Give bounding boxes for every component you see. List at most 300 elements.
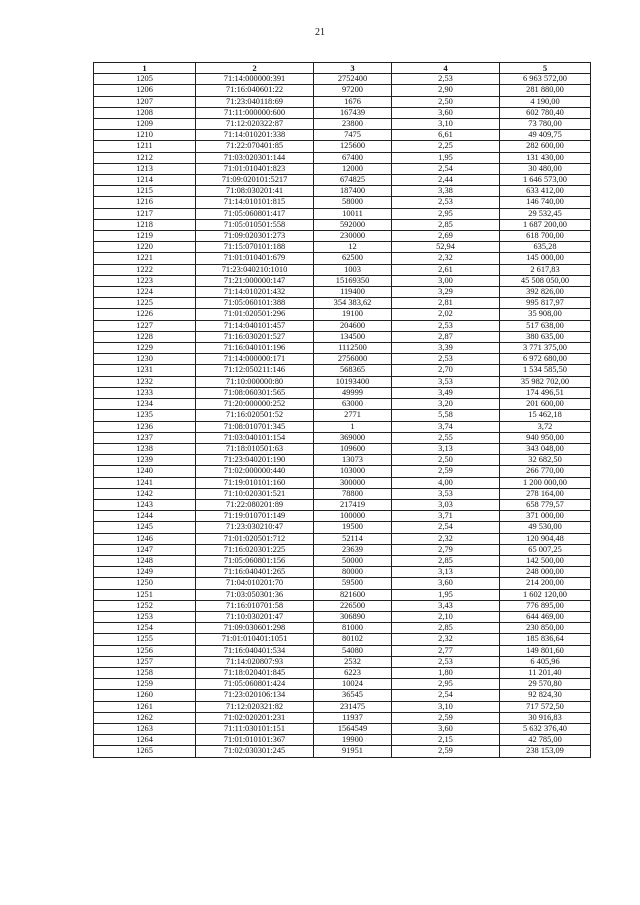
row-number-cell: 1233 xyxy=(94,387,196,398)
row-number-cell: 1232 xyxy=(94,376,196,387)
row-number-cell: 1238 xyxy=(94,443,196,454)
value-cell: 6 972 680,00 xyxy=(500,354,591,365)
table-body xyxy=(94,74,591,757)
area-cell: 674825 xyxy=(314,175,392,186)
area-cell: 1676 xyxy=(314,96,392,107)
area-cell: 354 383,62 xyxy=(314,298,392,309)
value-cell: 73 780,00 xyxy=(500,119,591,130)
cadastral-number-cell: 71:03:050301:36 xyxy=(196,589,314,600)
cadastral-number-cell: 71:14:040101:457 xyxy=(196,320,314,331)
row-number-cell: 1240 xyxy=(94,466,196,477)
table-row xyxy=(94,723,591,734)
area-cell: 125600 xyxy=(314,141,392,152)
rate-cell: 2,54 xyxy=(392,163,500,174)
value-cell: 1 687 200,00 xyxy=(500,219,591,230)
value-cell: 49 530,00 xyxy=(500,522,591,533)
cadastral-number-cell: 71:19:010701:149 xyxy=(196,511,314,522)
cadastral-number-cell: 71:01:010101:367 xyxy=(196,735,314,746)
value-cell: 92 824,30 xyxy=(500,690,591,701)
value-cell: 201 600,00 xyxy=(500,399,591,410)
row-number-cell: 1225 xyxy=(94,298,196,309)
area-cell: 58000 xyxy=(314,197,392,208)
table-row xyxy=(94,119,591,130)
cadastral-number-cell: 71:14:010201:432 xyxy=(196,287,314,298)
cadastral-number-cell: 71:01:020501:712 xyxy=(196,533,314,544)
value-cell: 42 785,00 xyxy=(500,735,591,746)
table-row xyxy=(94,735,591,746)
row-number-cell: 1211 xyxy=(94,141,196,152)
rate-cell: 2,53 xyxy=(392,320,500,331)
row-number-cell: 1243 xyxy=(94,499,196,510)
cadastral-number-cell: 71:14:010201:338 xyxy=(196,130,314,141)
row-number-cell: 1262 xyxy=(94,712,196,723)
rate-cell: 2,69 xyxy=(392,231,500,242)
row-number-cell: 1217 xyxy=(94,208,196,219)
table-row xyxy=(94,387,591,398)
table-row xyxy=(94,544,591,555)
rate-cell: 2,59 xyxy=(392,712,500,723)
area-cell: 2771 xyxy=(314,410,392,421)
value-cell: 45 508 050,00 xyxy=(500,275,591,286)
value-cell: 145 000,00 xyxy=(500,253,591,264)
cadastral-number-cell: 71:16:020301:225 xyxy=(196,544,314,555)
rate-cell: 2,10 xyxy=(392,611,500,622)
table-row xyxy=(94,623,591,634)
value-cell: 644 469,00 xyxy=(500,611,591,622)
rate-cell: 3,38 xyxy=(392,186,500,197)
area-cell: 2532 xyxy=(314,656,392,667)
cadastral-number-cell: 71:23:020106:134 xyxy=(196,690,314,701)
page-number: 21 xyxy=(315,27,325,38)
rate-cell: 1,95 xyxy=(392,152,500,163)
rate-cell: 2,44 xyxy=(392,175,500,186)
area-cell: 217419 xyxy=(314,499,392,510)
column-header: 3 xyxy=(314,63,392,74)
area-cell: 13073 xyxy=(314,455,392,466)
value-cell: 2 617,83 xyxy=(500,264,591,275)
area-cell: 119400 xyxy=(314,287,392,298)
area-cell: 2752400 xyxy=(314,74,392,85)
rate-cell: 3,03 xyxy=(392,499,500,510)
row-number-cell: 1227 xyxy=(94,320,196,331)
table-row xyxy=(94,376,591,387)
table-row xyxy=(94,611,591,622)
table-row xyxy=(94,634,591,645)
rate-cell: 2,85 xyxy=(392,623,500,634)
cadastral-number-cell: 71:08:010701:345 xyxy=(196,421,314,432)
table-row xyxy=(94,567,591,578)
row-number-cell: 1226 xyxy=(94,309,196,320)
table-row xyxy=(94,578,591,589)
row-number-cell: 1259 xyxy=(94,679,196,690)
rate-cell: 2,25 xyxy=(392,141,500,152)
area-cell: 167439 xyxy=(314,107,392,118)
table-row xyxy=(94,197,591,208)
cadastral-number-cell: 71:11:000000:600 xyxy=(196,107,314,118)
row-number-cell: 1219 xyxy=(94,231,196,242)
table-row xyxy=(94,712,591,723)
cadastral-number-cell: 71:21:000000:147 xyxy=(196,275,314,286)
table-row xyxy=(94,511,591,522)
value-cell: 602 780,40 xyxy=(500,107,591,118)
area-cell: 52114 xyxy=(314,533,392,544)
value-cell: 142 500,00 xyxy=(500,555,591,566)
rate-cell: 3,60 xyxy=(392,578,500,589)
table-row xyxy=(94,421,591,432)
row-number-cell: 1214 xyxy=(94,175,196,186)
area-cell: 109600 xyxy=(314,443,392,454)
row-number-cell: 1241 xyxy=(94,477,196,488)
area-cell: 19500 xyxy=(314,522,392,533)
row-number-cell: 1248 xyxy=(94,555,196,566)
cadastral-number-cell: 71:12:050211:146 xyxy=(196,365,314,376)
table-row xyxy=(94,589,591,600)
cadastral-number-cell: 71:01:010401:1051 xyxy=(196,634,314,645)
cadastral-number-cell: 71:01:010401:823 xyxy=(196,163,314,174)
rate-cell: 2,50 xyxy=(392,455,500,466)
table-row xyxy=(94,309,591,320)
row-number-cell: 1229 xyxy=(94,343,196,354)
rate-cell: 2,32 xyxy=(392,634,500,645)
area-cell: 7475 xyxy=(314,130,392,141)
table-row xyxy=(94,645,591,656)
table-row xyxy=(94,320,591,331)
area-cell: 226500 xyxy=(314,600,392,611)
table-row xyxy=(94,74,591,85)
rate-cell: 2,53 xyxy=(392,74,500,85)
row-number-cell: 1264 xyxy=(94,735,196,746)
row-number-cell: 1209 xyxy=(94,119,196,130)
cadastral-number-cell: 71:04:010201:70 xyxy=(196,578,314,589)
cadastral-number-cell: 71:22:080201:89 xyxy=(196,499,314,510)
table-row xyxy=(94,656,591,667)
value-cell: 278 164,00 xyxy=(500,488,591,499)
row-number-cell: 1222 xyxy=(94,264,196,275)
column-header: 5 xyxy=(500,63,591,74)
value-cell: 248 000,00 xyxy=(500,567,591,578)
row-number-cell: 1261 xyxy=(94,701,196,712)
area-cell: 80000 xyxy=(314,567,392,578)
table-row xyxy=(94,399,591,410)
row-number-cell: 1251 xyxy=(94,589,196,600)
table-row xyxy=(94,275,591,286)
area-cell: 97200 xyxy=(314,85,392,96)
value-cell: 1 200 000,00 xyxy=(500,477,591,488)
cadastral-number-cell: 71:11:030101:151 xyxy=(196,723,314,734)
table-row xyxy=(94,141,591,152)
value-cell: 238 153,09 xyxy=(500,746,591,757)
row-number-cell: 1215 xyxy=(94,186,196,197)
value-cell: 120 904,48 xyxy=(500,533,591,544)
rate-cell: 3,71 xyxy=(392,511,500,522)
rate-cell: 3,13 xyxy=(392,567,500,578)
cadastral-number-cell: 71:19:010101:160 xyxy=(196,477,314,488)
cadastral-number-cell: 71:02:000000:440 xyxy=(196,466,314,477)
area-cell: 67400 xyxy=(314,152,392,163)
rate-cell: 3,20 xyxy=(392,399,500,410)
table-row xyxy=(94,331,591,342)
cadastral-number-cell: 71:23:030210:47 xyxy=(196,522,314,533)
cadastral-number-cell: 71:12:020321:82 xyxy=(196,701,314,712)
cadastral-number-cell: 71:15:070101:188 xyxy=(196,242,314,253)
row-number-cell: 1230 xyxy=(94,354,196,365)
area-cell: 11937 xyxy=(314,712,392,723)
area-cell: 63000 xyxy=(314,399,392,410)
row-number-cell: 1205 xyxy=(94,74,196,85)
table-row xyxy=(94,679,591,690)
cadastral-number-cell: 71:05:060801:417 xyxy=(196,208,314,219)
value-cell: 149 801,60 xyxy=(500,645,591,656)
rate-cell: 3,53 xyxy=(392,488,500,499)
area-cell: 19900 xyxy=(314,735,392,746)
area-cell: 78800 xyxy=(314,488,392,499)
rate-cell: 2,59 xyxy=(392,746,500,757)
area-cell: 369000 xyxy=(314,432,392,443)
table-row xyxy=(94,410,591,421)
row-number-cell: 1224 xyxy=(94,287,196,298)
column-header: 4 xyxy=(392,63,500,74)
rate-cell: 2,53 xyxy=(392,197,500,208)
row-number-cell: 1263 xyxy=(94,723,196,734)
value-cell: 633 412,00 xyxy=(500,186,591,197)
cadastral-number-cell: 71:10:000000:80 xyxy=(196,376,314,387)
value-cell: 618 700,00 xyxy=(500,231,591,242)
area-cell: 10024 xyxy=(314,679,392,690)
table-row xyxy=(94,186,591,197)
cadastral-number-cell: 71:22:070401:85 xyxy=(196,141,314,152)
rate-cell: 1,95 xyxy=(392,589,500,600)
area-cell: 821600 xyxy=(314,589,392,600)
cadastral-number-cell: 71:16:010701:58 xyxy=(196,600,314,611)
area-cell: 100000 xyxy=(314,511,392,522)
area-cell: 19100 xyxy=(314,309,392,320)
row-number-cell: 1220 xyxy=(94,242,196,253)
area-cell: 1003 xyxy=(314,264,392,275)
value-cell: 1 534 585,50 xyxy=(500,365,591,376)
rate-cell: 2,53 xyxy=(392,656,500,667)
row-number-cell: 1218 xyxy=(94,219,196,230)
row-number-cell: 1213 xyxy=(94,163,196,174)
cadastral-number-cell: 71:23:040210:1010 xyxy=(196,264,314,275)
area-cell: 23639 xyxy=(314,544,392,555)
value-cell: 131 430,00 xyxy=(500,152,591,163)
table-row xyxy=(94,85,591,96)
rate-cell: 3,53 xyxy=(392,376,500,387)
value-cell: 266 770,00 xyxy=(500,466,591,477)
rate-cell: 2,54 xyxy=(392,522,500,533)
rate-cell: 2,85 xyxy=(392,555,500,566)
cadastral-number-cell: 71:16:040401:265 xyxy=(196,567,314,578)
area-cell: 134500 xyxy=(314,331,392,342)
rate-cell: 2,55 xyxy=(392,432,500,443)
cadastral-number-cell: 71:14:020807:93 xyxy=(196,656,314,667)
rate-cell: 3,43 xyxy=(392,600,500,611)
area-cell: 12000 xyxy=(314,163,392,174)
table-row xyxy=(94,365,591,376)
value-cell: 5 632 376,40 xyxy=(500,723,591,734)
cadastral-number-cell: 71:02:030301:245 xyxy=(196,746,314,757)
row-number-cell: 1258 xyxy=(94,667,196,678)
area-cell: 230000 xyxy=(314,231,392,242)
row-number-cell: 1255 xyxy=(94,634,196,645)
area-cell: 91951 xyxy=(314,746,392,757)
cadastral-number-cell: 71:05:060801:156 xyxy=(196,555,314,566)
value-cell: 146 740,00 xyxy=(500,197,591,208)
rate-cell: 4,00 xyxy=(392,477,500,488)
row-number-cell: 1257 xyxy=(94,656,196,667)
rate-cell: 2,70 xyxy=(392,365,500,376)
area-cell: 10011 xyxy=(314,208,392,219)
cadastral-number-cell: 71:08:030201:41 xyxy=(196,186,314,197)
rate-cell: 3,29 xyxy=(392,287,500,298)
table-row xyxy=(94,443,591,454)
cadastral-number-cell: 71:23:040201:190 xyxy=(196,455,314,466)
rate-cell: 2,32 xyxy=(392,533,500,544)
table-row xyxy=(94,466,591,477)
value-cell: 371 000,00 xyxy=(500,511,591,522)
cadastral-number-cell: 71:16:040401:534 xyxy=(196,645,314,656)
value-cell: 11 201,40 xyxy=(500,667,591,678)
table-row xyxy=(94,287,591,298)
row-number-cell: 1253 xyxy=(94,611,196,622)
row-number-cell: 1250 xyxy=(94,578,196,589)
cadastral-number-cell: 71:09:030601:298 xyxy=(196,623,314,634)
row-number-cell: 1260 xyxy=(94,690,196,701)
value-cell: 65 007,25 xyxy=(500,544,591,555)
rate-cell: 2,53 xyxy=(392,354,500,365)
rate-cell: 2,95 xyxy=(392,208,500,219)
value-cell: 717 572,50 xyxy=(500,701,591,712)
row-number-cell: 1235 xyxy=(94,410,196,421)
table-row xyxy=(94,231,591,242)
row-number-cell: 1223 xyxy=(94,275,196,286)
area-cell: 2756000 xyxy=(314,354,392,365)
value-cell: 29 532,45 xyxy=(500,208,591,219)
area-cell: 62500 xyxy=(314,253,392,264)
value-cell: 776 895,00 xyxy=(500,600,591,611)
table-row xyxy=(94,455,591,466)
cadastral-number-cell: 71:03:020301:144 xyxy=(196,152,314,163)
cadastral-number-cell: 71:12:020322:87 xyxy=(196,119,314,130)
row-number-cell: 1239 xyxy=(94,455,196,466)
rate-cell: 2,77 xyxy=(392,645,500,656)
rate-cell: 2,90 xyxy=(392,85,500,96)
cadastral-number-cell: 71:02:020201:231 xyxy=(196,712,314,723)
area-cell: 6223 xyxy=(314,667,392,678)
area-cell: 187400 xyxy=(314,186,392,197)
cadastral-number-cell: 71:09:020301:273 xyxy=(196,231,314,242)
rate-cell: 1,80 xyxy=(392,667,500,678)
row-number-cell: 1245 xyxy=(94,522,196,533)
area-cell: 23800 xyxy=(314,119,392,130)
table-row xyxy=(94,354,591,365)
table-row xyxy=(94,477,591,488)
table-row xyxy=(94,152,591,163)
column-header: 2 xyxy=(196,63,314,74)
row-number-cell: 1212 xyxy=(94,152,196,163)
rate-cell: 2,15 xyxy=(392,735,500,746)
value-cell: 3,72 xyxy=(500,421,591,432)
value-cell: 517 638,00 xyxy=(500,320,591,331)
cadastral-number-cell: 71:03:040101:154 xyxy=(196,432,314,443)
row-number-cell: 1206 xyxy=(94,85,196,96)
table-row xyxy=(94,667,591,678)
area-cell: 36545 xyxy=(314,690,392,701)
area-cell: 12 xyxy=(314,242,392,253)
row-number-cell: 1249 xyxy=(94,567,196,578)
area-cell: 231475 xyxy=(314,701,392,712)
value-cell: 6 963 572,00 xyxy=(500,74,591,85)
value-cell: 174 496,51 xyxy=(500,387,591,398)
area-cell: 568365 xyxy=(314,365,392,376)
row-number-cell: 1244 xyxy=(94,511,196,522)
area-cell: 1 xyxy=(314,421,392,432)
cadastral-number-cell: 71:05:010501:558 xyxy=(196,219,314,230)
rate-cell: 2,87 xyxy=(392,331,500,342)
value-cell: 32 682,50 xyxy=(500,455,591,466)
value-cell: 392 826,00 xyxy=(500,287,591,298)
rate-cell: 2,85 xyxy=(392,219,500,230)
row-number-cell: 1256 xyxy=(94,645,196,656)
cadastral-number-cell: 71:23:040118:69 xyxy=(196,96,314,107)
row-number-cell: 1207 xyxy=(94,96,196,107)
cadastral-number-cell: 71:05:060801:424 xyxy=(196,679,314,690)
rate-cell: 6,61 xyxy=(392,130,500,141)
table-row xyxy=(94,432,591,443)
area-cell: 59500 xyxy=(314,578,392,589)
rate-cell: 2,95 xyxy=(392,679,500,690)
rate-cell: 2,61 xyxy=(392,264,500,275)
table-row xyxy=(94,555,591,566)
table-header-row xyxy=(94,63,591,74)
value-cell: 35 982 702,00 xyxy=(500,376,591,387)
table-row xyxy=(94,600,591,611)
rate-cell: 3,74 xyxy=(392,421,500,432)
area-cell: 1112500 xyxy=(314,343,392,354)
row-number-cell: 1252 xyxy=(94,600,196,611)
area-cell: 592000 xyxy=(314,219,392,230)
cadastral-number-cell: 71:16:040601:22 xyxy=(196,85,314,96)
rate-cell: 3,00 xyxy=(392,275,500,286)
row-number-cell: 1216 xyxy=(94,197,196,208)
row-number-cell: 1254 xyxy=(94,623,196,634)
cadastral-number-cell: 71:09:020101:5217 xyxy=(196,175,314,186)
cadastral-number-cell: 71:18:020401:845 xyxy=(196,667,314,678)
rate-cell: 3,60 xyxy=(392,723,500,734)
value-cell: 214 200,00 xyxy=(500,578,591,589)
value-cell: 185 836,64 xyxy=(500,634,591,645)
area-cell: 1564549 xyxy=(314,723,392,734)
cadastral-number-cell: 71:18:010501:63 xyxy=(196,443,314,454)
rate-cell: 3,10 xyxy=(392,701,500,712)
area-cell: 204600 xyxy=(314,320,392,331)
rate-cell: 5,58 xyxy=(392,410,500,421)
cadastral-number-cell: 71:10:020301:521 xyxy=(196,488,314,499)
table-row xyxy=(94,242,591,253)
row-number-cell: 1221 xyxy=(94,253,196,264)
rate-cell: 2,02 xyxy=(392,309,500,320)
table-row xyxy=(94,298,591,309)
table-row xyxy=(94,219,591,230)
area-cell: 15169350 xyxy=(314,275,392,286)
rate-cell: 2,50 xyxy=(392,96,500,107)
table-row xyxy=(94,107,591,118)
area-cell: 300000 xyxy=(314,477,392,488)
value-cell: 3 771 375,00 xyxy=(500,343,591,354)
table-row xyxy=(94,130,591,141)
table-row xyxy=(94,96,591,107)
value-cell: 940 950,00 xyxy=(500,432,591,443)
